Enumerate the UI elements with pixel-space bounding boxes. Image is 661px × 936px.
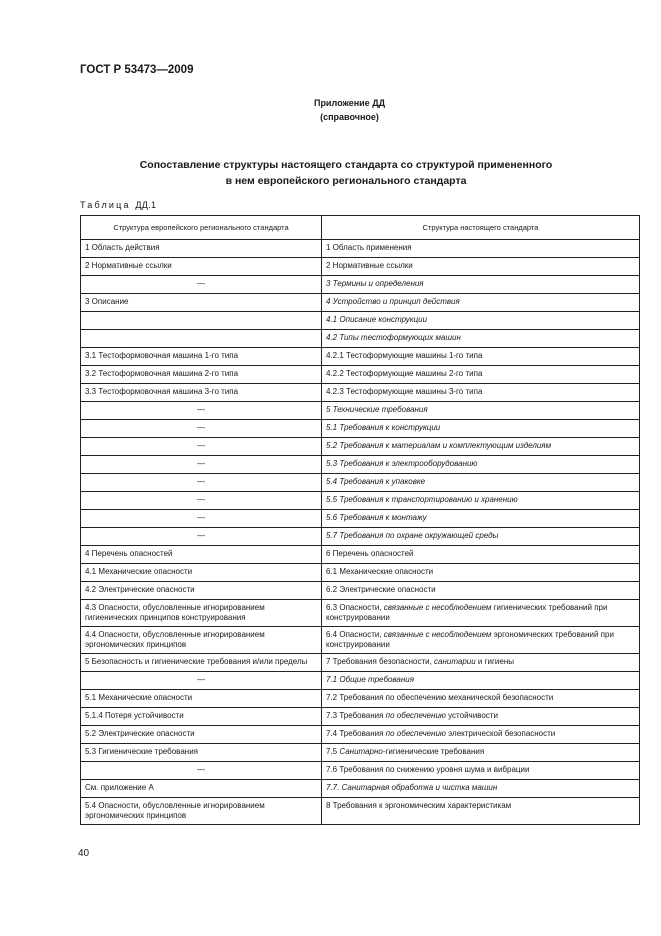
cell-text-segment: электрической безопасности — [445, 729, 556, 738]
table-row — [81, 312, 640, 330]
table-row — [81, 402, 640, 420]
cell-text-segment: связанные с несоблюдением — [383, 630, 492, 639]
title-line-1: Сопоставление структуры настоящего стандарта со структурой примененного — [139, 159, 553, 171]
cell-national — [322, 726, 640, 744]
comparison-table — [80, 215, 640, 825]
cell-text-segment: -гигиенические требования — [382, 747, 485, 756]
table-row — [81, 726, 640, 744]
table-row — [81, 708, 640, 726]
table-row — [81, 582, 640, 600]
cell-text-segment: 6.3 Опасности, — [326, 603, 384, 612]
table-row — [81, 654, 640, 672]
table-row — [81, 780, 640, 798]
cell-european: — — [81, 762, 322, 780]
table-row — [81, 348, 640, 366]
table-body — [81, 240, 640, 825]
cell-european: 4.2 Электрические опасности — [81, 582, 322, 600]
table-header-row — [81, 216, 640, 240]
cell-european: 4.3 Опасности, обусловленные игнорированием гигиенических принципов конструирования — [81, 600, 322, 627]
table-caption — [80, 200, 156, 210]
table-row — [81, 240, 640, 258]
table-row — [81, 744, 640, 762]
cell-national — [322, 330, 640, 348]
cell-text-segment: 5.2 Требования к материалам и комплектующим изделиям — [326, 441, 552, 450]
table-row — [81, 492, 640, 510]
cell-text-segment: 8 Требования к эргономическим характеристикам — [326, 801, 512, 810]
cell-national — [322, 258, 640, 276]
cell-text-segment: по обеспечению — [385, 729, 446, 738]
table-row — [81, 276, 640, 294]
table-row — [81, 528, 640, 546]
cell-national — [322, 627, 640, 654]
cell-text-segment: 6.2 Электрические опасности — [326, 585, 436, 594]
cell-european: 4.4 Опасности, обусловленные игнорированием эргономических принципов — [81, 627, 322, 654]
cell-national — [322, 672, 640, 690]
cell-text-segment: 4.1 Описание конструкции — [326, 315, 428, 324]
cell-text-segment: 6.1 Механические опасности — [326, 567, 434, 576]
cell-national — [322, 528, 640, 546]
cell-text-segment: 1 Область применения — [326, 243, 412, 252]
cell-text-segment: устойчивости — [445, 711, 498, 720]
cell-european: 5.2 Электрические опасности — [81, 726, 322, 744]
table-row — [81, 366, 640, 384]
cell-text-segment: 5.1 Требования к конструкции — [326, 423, 441, 432]
cell-text-segment: 7.1 Общие требования — [326, 675, 414, 684]
cell-european: См. приложение А — [81, 780, 322, 798]
cell-national — [322, 420, 640, 438]
appendix-note: (справочное) — [320, 112, 379, 122]
cell-text-segment: 4.2 Типы тестоформующих машин — [326, 333, 461, 342]
cell-text-segment: 4.2.1 Тестоформующие машины 1-го типа — [326, 351, 483, 360]
cell-european: 3 Описание — [81, 294, 322, 312]
column-header-european: Структура европейского регионального стандарта — [81, 216, 322, 240]
table-row — [81, 294, 640, 312]
cell-national — [322, 708, 640, 726]
cell-european: — — [81, 276, 322, 294]
cell-text-segment: 5.6 Требования к монтажу — [326, 513, 427, 522]
cell-european: — — [81, 510, 322, 528]
cell-national — [322, 546, 640, 564]
table-caption-word: Таблица — [80, 200, 131, 210]
cell-text-segment: 2 Нормативные ссылки — [326, 261, 413, 270]
cell-european — [81, 330, 322, 348]
table-row — [81, 762, 640, 780]
document-code: ГОСТ Р 53473—2009 — [80, 64, 194, 76]
cell-text-segment: 4 Устройство и принцип действия — [326, 297, 460, 306]
cell-text-segment: 5 Технические требования — [326, 405, 428, 414]
cell-text-segment: 7.3 Требования — [326, 711, 386, 720]
cell-european: 3.3 Тестоформовочная машина 3-го типа — [81, 384, 322, 402]
cell-text-segment: гигиенических требований при конструировании — [326, 603, 608, 622]
table-row — [81, 510, 640, 528]
table-row — [81, 564, 640, 582]
cell-european: — — [81, 438, 322, 456]
column-header-national: Структура настоящего стандарта — [322, 216, 640, 240]
cell-national — [322, 510, 640, 528]
table-row — [81, 456, 640, 474]
cell-text-segment: связанные с несоблюдением — [383, 603, 492, 612]
cell-national — [322, 654, 640, 672]
cell-european — [81, 312, 322, 330]
page-title — [96, 157, 596, 189]
cell-text-segment: 7.5 — [326, 747, 340, 756]
table-row — [81, 672, 640, 690]
cell-text-segment: 3 Термины и определения — [326, 279, 424, 288]
cell-text-segment: эргономических требований при конструировании — [326, 630, 614, 649]
cell-european: 2 Нормативные ссылки — [81, 258, 322, 276]
cell-text-segment: 5.3 Требования к электрооборудованию — [326, 459, 478, 468]
cell-text-segment: санитарии — [434, 657, 476, 666]
title-line-2: в нем европейского регионального стандарта — [225, 175, 467, 187]
cell-text-segment: и гигиены — [475, 657, 515, 666]
table-row — [81, 798, 640, 825]
table-row — [81, 600, 640, 627]
cell-national — [322, 348, 640, 366]
cell-text-segment: 5.4 Требования к упаковке — [326, 477, 426, 486]
cell-text-segment: 7.4 Требования — [326, 729, 386, 738]
page-number: 40 — [78, 848, 90, 859]
cell-national — [322, 798, 640, 825]
cell-text-segment: 7 Требования безопасности, — [326, 657, 435, 666]
cell-european: 5.1.4 Потеря устойчивости — [81, 708, 322, 726]
cell-text-segment: 4.2.2 Тестоформующие машины 2-го типа — [326, 369, 483, 378]
cell-text-segment: 7.7. Санитарная обработка и чистка машин — [326, 783, 498, 792]
cell-national — [322, 384, 640, 402]
cell-european: — — [81, 528, 322, 546]
table-row — [81, 546, 640, 564]
cell-text-segment: 7.2 Требования по обеспечению механической безопасности — [326, 693, 554, 702]
table-row — [81, 258, 640, 276]
table-row — [81, 627, 640, 654]
cell-european: 5.1 Механические опасности — [81, 690, 322, 708]
cell-european: — — [81, 402, 322, 420]
cell-european: — — [81, 456, 322, 474]
cell-national — [322, 366, 640, 384]
cell-european: 4 Перечень опасностей — [81, 546, 322, 564]
cell-national — [322, 240, 640, 258]
cell-text-segment: 7.6 Требования по снижению уровня шума и вибрации — [326, 765, 530, 774]
table-row — [81, 420, 640, 438]
cell-european: — — [81, 420, 322, 438]
cell-text-segment: 5.5 Требования к транспортированию и хранению — [326, 495, 518, 504]
cell-european: 5.3 Гигиенические требования — [81, 744, 322, 762]
cell-text-segment: 4.2.3 Тестоформующие машины 3-го типа — [326, 387, 483, 396]
cell-european: 5 Безопасность и гигиенические требования и/или пределы — [81, 654, 322, 672]
cell-national — [322, 690, 640, 708]
cell-national — [322, 780, 640, 798]
table-row — [81, 474, 640, 492]
cell-european: — — [81, 474, 322, 492]
cell-european: — — [81, 672, 322, 690]
cell-european: — — [81, 492, 322, 510]
appendix-label: Приложение ДД — [313, 98, 386, 108]
table-row — [81, 330, 640, 348]
table-row — [81, 438, 640, 456]
cell-european: 4.1 Механические опасности — [81, 564, 322, 582]
cell-national — [322, 294, 640, 312]
cell-european: 1 Область действия — [81, 240, 322, 258]
cell-national — [322, 312, 640, 330]
cell-national — [322, 492, 640, 510]
cell-text-segment: по обеспечению — [385, 711, 446, 720]
cell-national — [322, 474, 640, 492]
cell-national — [322, 762, 640, 780]
cell-national — [322, 276, 640, 294]
table-caption-number: ДД.1 — [135, 200, 157, 210]
cell-text-segment: 6 Перечень опасностей — [326, 549, 414, 558]
cell-national — [322, 600, 640, 627]
appendix-heading — [0, 96, 661, 124]
cell-text-segment: 5.7 Требования по охране окружающей среды — [326, 531, 499, 540]
cell-european: 5.4 Опасности, обусловленные игнорированием эргономических принципов — [81, 798, 322, 825]
cell-national — [322, 438, 640, 456]
cell-national — [322, 564, 640, 582]
table-row — [81, 690, 640, 708]
cell-european: 3.1 Тестоформовочная машина 1-го типа — [81, 348, 322, 366]
table-row — [81, 384, 640, 402]
cell-text-segment: 6.4 Опасности, — [326, 630, 384, 639]
cell-national — [322, 582, 640, 600]
cell-national — [322, 402, 640, 420]
cell-national — [322, 456, 640, 474]
cell-text-segment: Санитарно — [339, 747, 383, 756]
cell-european: 3.2 Тестоформовочная машина 2-го типа — [81, 366, 322, 384]
cell-national — [322, 744, 640, 762]
